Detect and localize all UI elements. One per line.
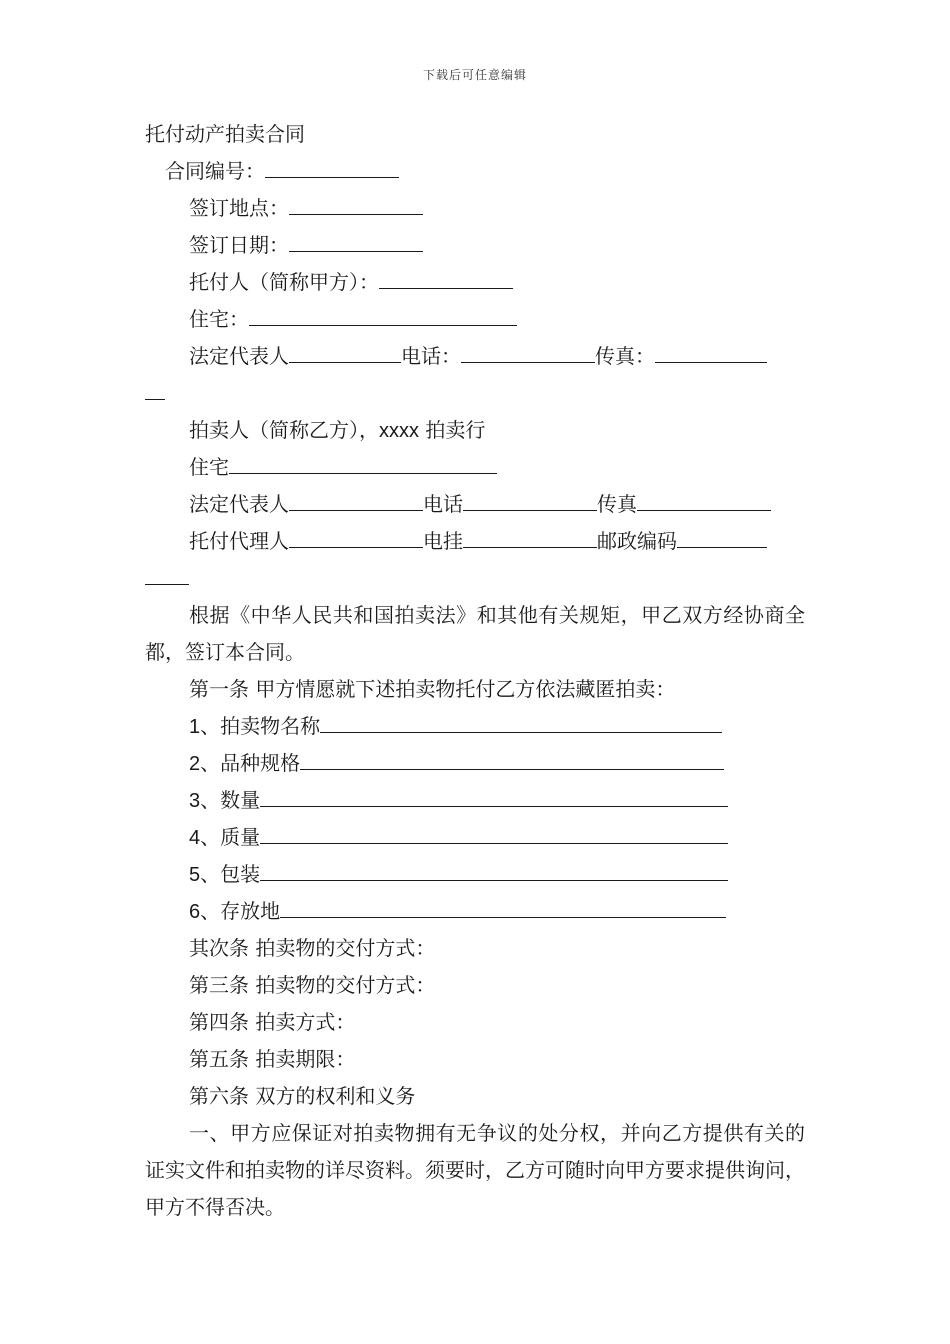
contract-no-blank[interactable] [265,155,399,178]
item-number: 2 [189,753,201,775]
agent-blank[interactable] [289,525,423,548]
legal-rep-b-line [145,486,805,523]
postcode-blank-wrap[interactable] [145,562,189,585]
phone-b-label: 电话 [423,492,463,516]
party-a-label: 托付人（简称甲方）： [189,270,379,294]
fax-a-continuation [145,375,805,412]
sign-date-label: 签订日期： [189,233,289,257]
article-3: 第三条 拍卖物的交付方式： [189,973,436,997]
party-b-suffix: 拍卖行 [425,418,486,442]
item-blank[interactable] [280,895,726,918]
contract-no-label: 合同编号： [165,159,265,183]
residence-b-label: 住宅 [189,455,229,479]
party-a-blank[interactable] [379,266,513,289]
item-5 [145,856,805,893]
contract-body [145,116,805,1226]
item-label: 、数量 [200,788,261,812]
article-5: 第五条 拍卖期限： [189,1047,356,1071]
clause-1-paragraph: 一、甲方应保证对拍卖物拥有无争议的处分权，并向乙方提供有关的证实文件和拍卖物的详尽资料。须要时，乙方可随时向甲方要求提供询问，甲方不得否决。 [145,1121,805,1219]
fax-a-blank[interactable] [655,340,767,363]
item-2 [145,745,805,782]
sign-place-line [145,190,805,227]
telegraph-label: 电挂 [423,529,463,553]
contract-no-line [145,153,805,190]
article-4: 第四条 拍卖方式： [189,1010,356,1034]
legal-rep-a-blank[interactable] [289,340,401,363]
item-number: 5 [189,864,201,886]
item-blank[interactable] [300,747,724,770]
residence-b-blank[interactable] [229,451,497,474]
fax-a-blank-wrap[interactable] [145,377,165,400]
residence-a-line [145,301,805,338]
phone-a-label: 电话： [401,344,461,368]
article-6: 第六条 双方的权利和义务 [189,1084,416,1108]
postcode-label: 邮政编码 [597,529,677,553]
item-number: 1 [189,716,201,738]
legal-rep-b-blank[interactable] [289,488,423,511]
legal-rep-a-label: 法定代表人 [189,344,289,368]
party-a-line [145,264,805,301]
residence-a-blank[interactable] [249,303,517,326]
sign-date-blank[interactable] [289,229,423,252]
contract-title: 托付动产拍卖合同 [145,122,305,146]
agent-label: 托付代理人 [189,529,289,553]
item-number: 4 [189,827,201,849]
item-blank[interactable] [260,821,728,844]
item-blank[interactable] [260,858,728,881]
legal-rep-a-line [145,338,805,375]
agent-line [145,523,805,560]
postcode-continuation [145,560,805,597]
page-header: 下载后可任意编辑 [422,68,527,82]
item-label: 、存放地 [200,899,281,923]
phone-b-blank[interactable] [463,488,597,511]
party-b-line [145,412,805,449]
fax-b-blank[interactable] [637,488,771,511]
residence-b-line [145,449,805,486]
fax-a-label: 传真： [595,344,655,368]
sign-place-blank[interactable] [289,192,423,215]
item-number: 6 [189,901,201,923]
item-label: 、拍卖物名称 [200,714,321,738]
item-3 [145,782,805,819]
intro-paragraph: 根据《中华人民共和国拍卖法》和其他有关规矩，甲乙双方经协商全都，签订本合同。 [145,603,805,664]
item-label: 、品种规格 [200,751,301,775]
party-b-name: xxxx [379,420,419,442]
sign-place-label: 签订地点： [189,196,289,220]
party-b-label: 拍卖人（简称乙方）， [189,418,379,442]
item-number: 3 [189,790,201,812]
article-2: 其次条 拍卖物的交付方式： [189,936,436,960]
postcode-blank[interactable] [677,525,767,548]
sign-date-line [145,227,805,264]
fax-b-label: 传真 [597,492,637,516]
residence-a-label: 住宅： [189,307,249,331]
item-label: 、质量 [200,825,261,849]
item-label: 、包装 [200,862,261,886]
item-6 [145,893,805,930]
legal-rep-b-label: 法定代表人 [189,492,289,516]
item-blank[interactable] [320,710,722,733]
phone-a-blank[interactable] [461,340,595,363]
item-4 [145,819,805,856]
telegraph-blank[interactable] [463,525,597,548]
item-blank[interactable] [260,784,728,807]
article-1: 第一条 甲方情愿就下述拍卖物托付乙方依法藏匿拍卖： [189,677,676,701]
item-1 [145,708,805,745]
